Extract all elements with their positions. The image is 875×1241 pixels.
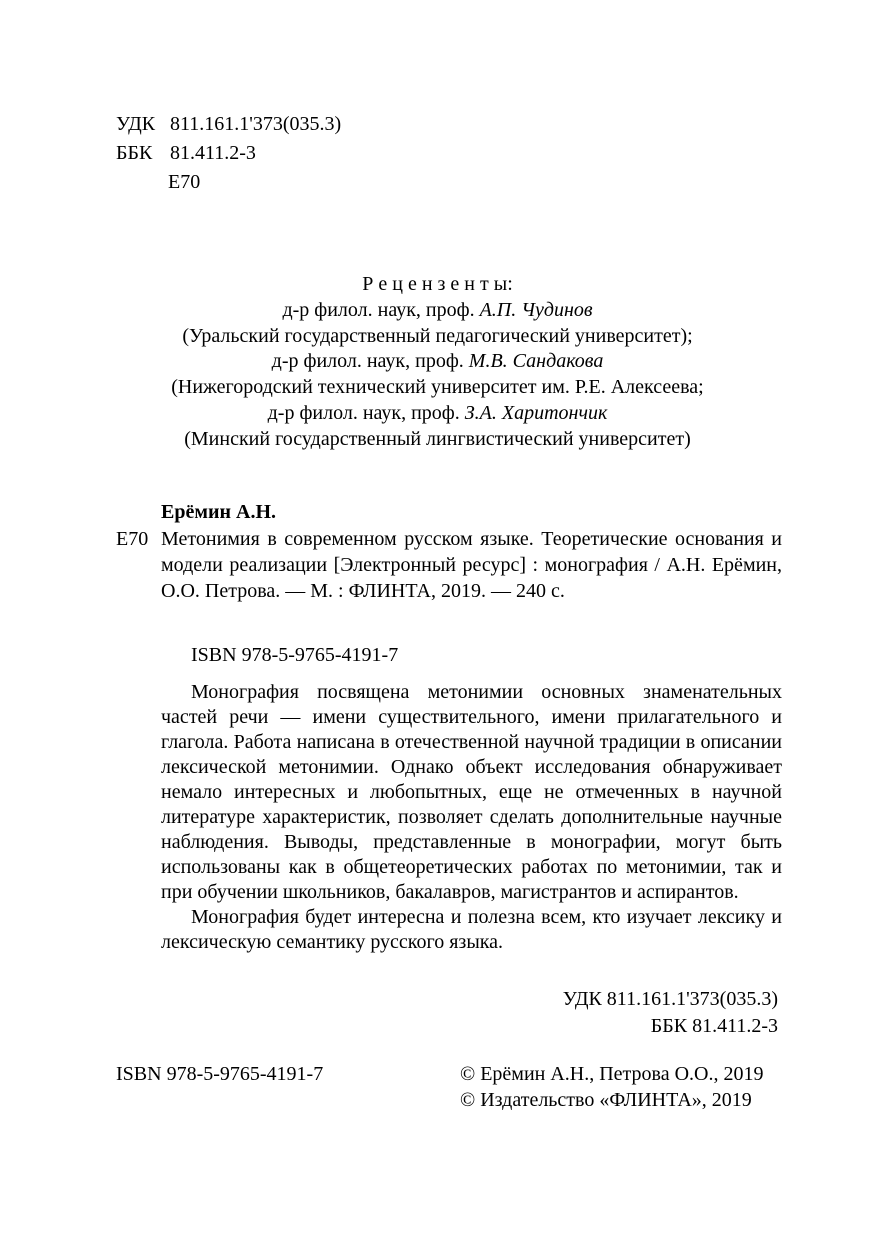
reviewer-degree: д-р филол. наук, проф. — [271, 350, 469, 373]
classification-block — [116, 112, 341, 170]
abstract — [161, 680, 782, 955]
reviewer-degree: д-р филол. наук, проф. — [282, 298, 480, 321]
reviewers-section — [0, 272, 875, 453]
reviewer-affiliation: (Нижегородский технический университет им. Р.Е. Алексеева; — [171, 376, 704, 399]
codes-udk: УДК 811.161.1'373(035.3) — [562, 988, 778, 1010]
reviewer-name: З.А. Харитончик — [464, 401, 608, 424]
bbk-label: ББК — [116, 142, 153, 164]
udk-label: УДК — [116, 113, 156, 135]
copyright-publisher: © Издательство «ФЛИНТА», 2019 — [460, 1089, 752, 1111]
reviewer-name: А.П. Чудинов — [479, 298, 593, 321]
bbk-row — [116, 141, 341, 170]
record-author: Ерёмин А.Н. — [161, 501, 277, 523]
abstract-paragraph-2: Монография будет интересна и полезна всем, кто изучает лексику и лексическую семантику русского языка. — [161, 906, 782, 953]
reviewer-1 — [0, 298, 875, 324]
reviewer-affiliation: (Уральский государственный педагогический университет); — [182, 324, 693, 347]
reviewer-3 — [0, 401, 875, 427]
udk-row — [116, 112, 341, 141]
footer-isbn: ISBN 978-5-9765-4191-7 — [116, 1063, 324, 1085]
record-description: Метонимия в современном русском языке. Теоретические основания и модели реализации [Электронный ресурс] : монография / А.Н. Ерёмин, О.О. Петрова. — М. : ФЛИНТА, 2019. — 240 с. — [161, 528, 782, 602]
udk-value: 811.161.1'373(035.3) — [170, 113, 342, 135]
abstract-paragraph-1: Монография посвящена метонимии основных знаменательных частей речи — имени существительного, имени прилагательного и глагола. Работа написана в отечественной научной традиции в описании лексической метонимии. Однако объект исследования обнаруживает немало интересных и любопытных, еще не отмеченных в научной литературе характеристик, позволяет сделать дополнительные научные наблюдения. Выводы, представленные в монографии, могут быть использованы как в общетеоретических работах по метонимии, так и при обучении школьников, бакалавров, магистрантов и аспирантов. — [161, 681, 782, 903]
record-author-mark: Е70 — [116, 528, 149, 550]
reviewer-name: М.В. Сандакова — [468, 350, 604, 373]
copyright-block — [460, 1062, 764, 1114]
record-isbn: ISBN 978-5-9765-4191-7 — [191, 644, 399, 666]
author-mark-top: Е70 — [168, 171, 201, 193]
reviewer-2 — [0, 349, 875, 375]
codes-bbk: ББК 81.411.2-3 — [650, 1015, 778, 1037]
reviewer-affiliation: (Минский государственный лингвистический университет) — [184, 427, 691, 450]
reviewer-degree: д-р филол. наук, проф. — [267, 401, 465, 424]
reviewers-heading: Р е ц е н з е н т ы: — [362, 273, 513, 295]
copyright-authors: © Ерёмин А.Н., Петрова О.О., 2019 — [460, 1063, 764, 1085]
codes-right — [563, 987, 778, 1041]
bbk-value: 81.411.2-3 — [170, 142, 256, 164]
